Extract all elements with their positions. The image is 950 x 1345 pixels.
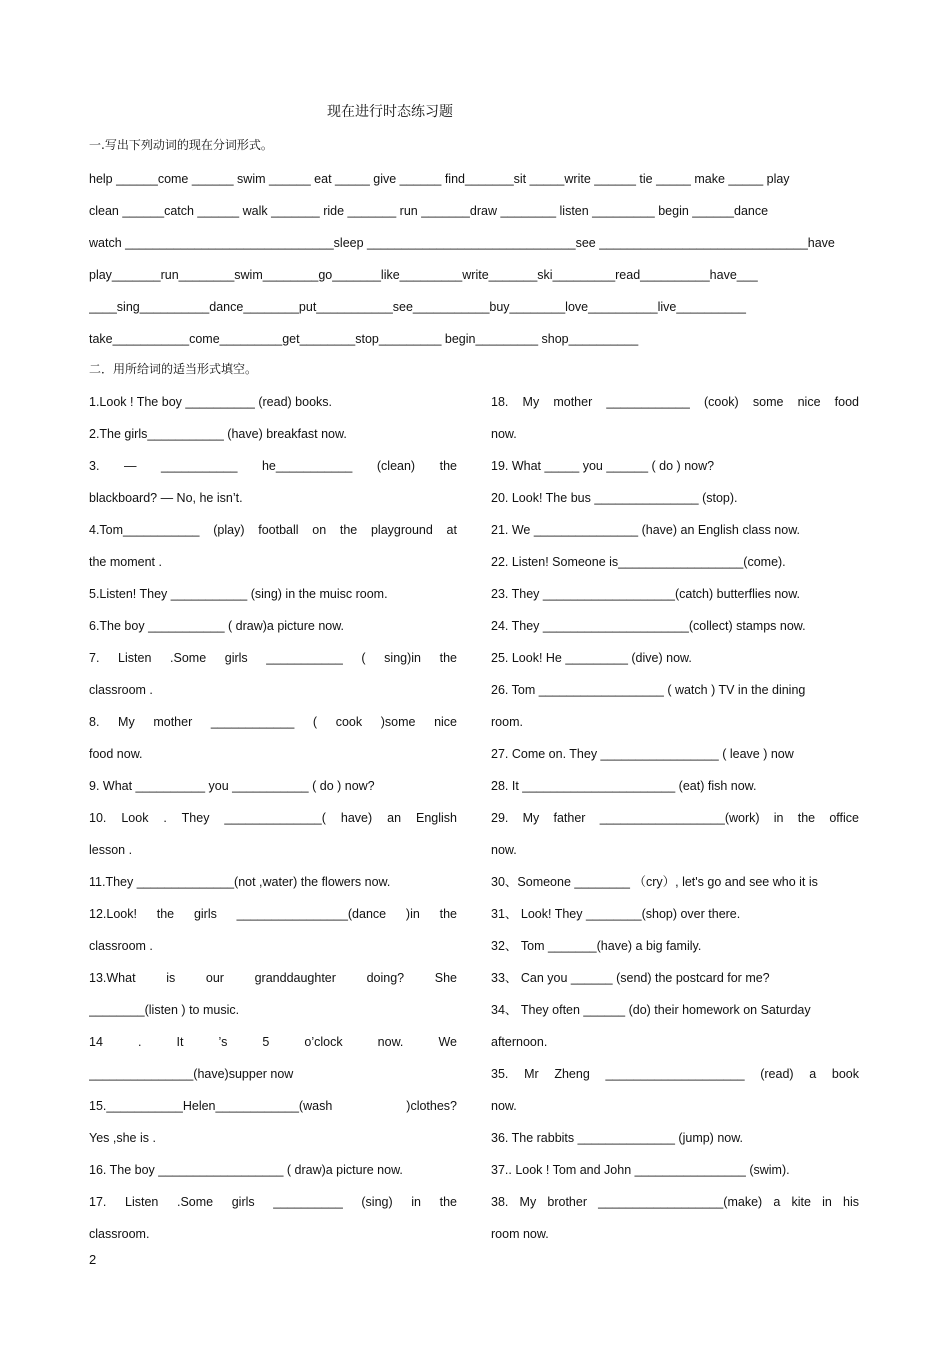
exercise-line: 3. — ___________ he___________ (clean) the	[89, 459, 457, 473]
exercise-line: 6.The boy ___________ ( draw)a picture now.	[89, 619, 345, 633]
exercise-line: lesson .	[89, 843, 133, 857]
verb-line: clean ______catch ______ walk _______ ride _______ run _______draw ________ listen _________ begin ______dance	[89, 204, 769, 218]
verb-line: help ______come ______ swim ______ eat _____ give ______ find_______sit _____write ______ tie _____ make _____ play	[89, 172, 790, 186]
exercise-line: 2.The girls___________ (have) breakfast now.	[89, 427, 347, 441]
exercise-line: 27. Come on. They _________________ ( leave ) now	[491, 747, 794, 761]
exercise-line: afternoon.	[491, 1035, 548, 1049]
section2-heading: 二．用所给词的适当形式填空。	[89, 362, 258, 376]
exercise-line: 7. Listen .Some girls ___________ ( sing)in the	[89, 651, 457, 665]
exercise-line: Yes ,she is .	[89, 1131, 156, 1145]
exercise-line: 11.They ______________(not ,water) the flowers now.	[89, 875, 391, 889]
exercise-line: ________(listen ) to music.	[89, 1003, 240, 1017]
exercise-line: 35. Mr Zheng ____________________ (read) a book	[491, 1067, 859, 1081]
exercise-line: classroom .	[89, 939, 153, 953]
page-number: 2	[89, 1252, 97, 1267]
exercise-line: room now.	[491, 1227, 549, 1241]
exercise-line: 4.Tom___________ (play) football on the playground at	[89, 523, 457, 537]
exercise-line: now.	[491, 843, 517, 857]
exercise-line: 23. They ___________________(catch) butterflies now.	[491, 587, 801, 601]
page-title: 现在进行时态练习题	[327, 104, 453, 120]
exercise-line: 24. They _____________________(collect) stamps now.	[491, 619, 806, 633]
exercise-line: 19. What _____ you ______ ( do ) now?	[491, 459, 715, 473]
exercise-line: 34、 They often ______ (do) their homework on Saturday	[491, 1003, 811, 1017]
exercise-line: 38. My brother __________________(make) a kite in his	[491, 1195, 859, 1209]
verb-line: play_______run________swim________go_______like_________write_______ski_________read__________have___	[89, 268, 758, 282]
exercise-line: the moment .	[89, 555, 162, 569]
exercise-line: now.	[491, 1099, 517, 1113]
exercise-column-left	[89, 393, 457, 1257]
exercise-line: 18. My mother ____________ (cook) some nice food	[491, 395, 859, 409]
verb-line: watch ______________________________sleep ______________________________see ______________________________have	[89, 236, 835, 250]
exercise-line: 25. Look! He _________ (dive) now.	[491, 651, 692, 665]
exercise-line: blackboard? — No, he isn’t.	[89, 491, 243, 505]
exercise-line: 37.. Look ! Tom and John ________________ (swim).	[491, 1163, 790, 1177]
exercise-line: 16. The boy __________________ ( draw)a picture now.	[89, 1163, 403, 1177]
exercise-line: 32、 Tom _______(have) a big family.	[491, 939, 702, 953]
section1-heading: 一.写出下列动词的现在分词形式。	[89, 138, 273, 152]
exercise-line: now.	[491, 427, 517, 441]
exercise-line: 14 . It ’s 5 o’clock now. We	[89, 1035, 457, 1049]
exercise-line: 22. Listen! Someone is__________________(come).	[491, 555, 786, 569]
exercise-line: classroom .	[89, 683, 153, 697]
exercise-column-right	[491, 393, 859, 1257]
exercise-line: classroom.	[89, 1227, 150, 1241]
exercise-line: 31、 Look! They ________(shop) over there.	[491, 907, 741, 921]
exercise-line: 9. What __________ you ___________ ( do ) now?	[89, 779, 375, 793]
exercise-line: 15.___________Helen____________(wash )clothes?	[89, 1099, 457, 1113]
exercise-line: 30、Someone ________ （cry）, let's go and see who it is	[491, 875, 818, 889]
verb-line: take___________come_________get________stop_________ begin_________ shop__________	[89, 332, 639, 346]
exercise-line: room.	[491, 715, 523, 729]
exercise-line: 36. The rabbits ______________ (jump) now.	[491, 1131, 744, 1145]
exercise-line: 5.Listen! They ___________ (sing) in the muisc room.	[89, 587, 388, 601]
exercise-line: _______________(have)supper now	[89, 1067, 294, 1081]
exercise-line: 33、 Can you ______ (send) the postcard for me?	[491, 971, 770, 985]
exercise-line: 8. My mother ____________ ( cook )some nice	[89, 715, 457, 729]
exercise-line: 10. Look . They ______________( have) an English	[89, 811, 457, 825]
exercise-line: 13.What is our granddaughter doing? She	[89, 971, 457, 985]
exercise-line: food now.	[89, 747, 143, 761]
exercise-line: 17. Listen .Some girls __________ (sing) in the	[89, 1195, 457, 1209]
exercise-line: 29. My father __________________(work) in the office	[491, 811, 859, 825]
exercise-line: 28. It ______________________ (eat) fish now.	[491, 779, 757, 793]
verb-line: ____sing__________dance________put___________see___________buy________love__________live__________	[89, 300, 746, 314]
exercise-line: 21. We _______________ (have) an English class now.	[491, 523, 801, 537]
exercise-line: 1.Look ! The boy __________ (read) books.	[89, 395, 332, 409]
exercise-line: 26. Tom __________________ ( watch ) TV in the dining	[491, 683, 806, 697]
exercise-line: 20. Look! The bus _______________ (stop).	[491, 491, 738, 505]
exercise-line: 12.Look! the girls ________________(dance )in the	[89, 907, 457, 921]
